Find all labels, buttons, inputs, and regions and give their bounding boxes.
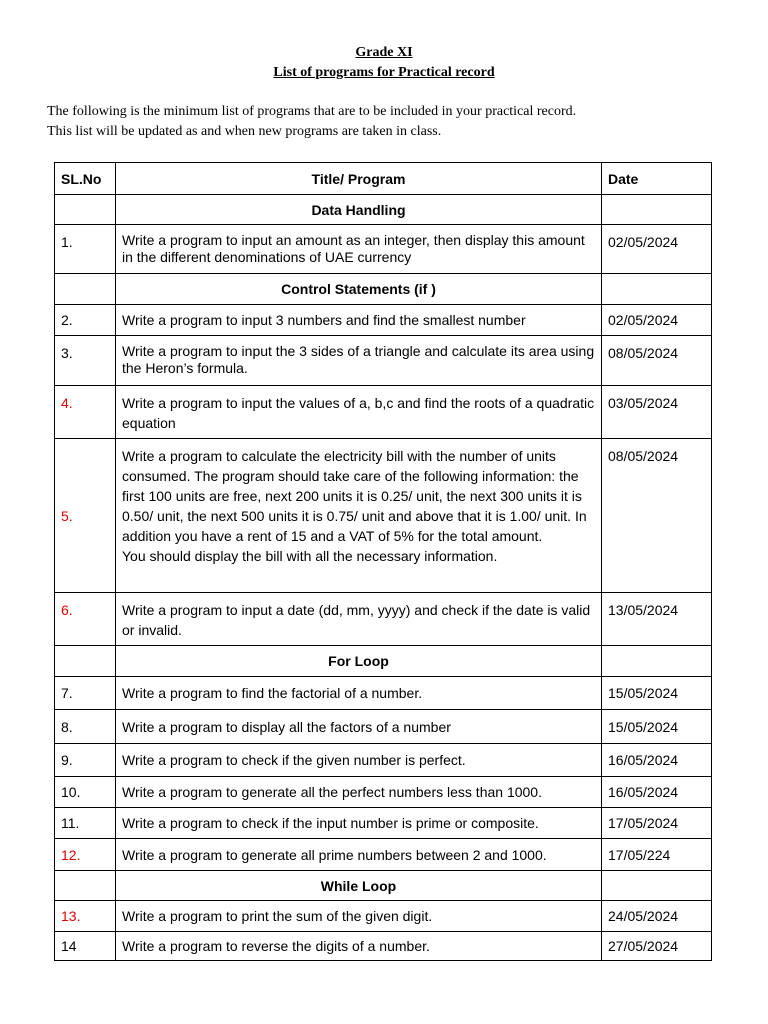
- row-title: Write a program to display all the factors of a number: [116, 710, 602, 744]
- intro-text: [47, 102, 737, 142]
- section-row-while-loop: [55, 871, 712, 901]
- row-sl: 13.: [55, 901, 116, 932]
- table-row: [55, 336, 712, 386]
- row-title: Write a program to input the values of a, b,c and find the roots of a quadratic equation: [116, 386, 602, 439]
- table-row: [55, 777, 712, 808]
- section-row-control: [55, 274, 712, 305]
- row-date: 08/05/2024: [602, 439, 712, 593]
- row-sl: 1.: [55, 225, 116, 274]
- row-date: 17/05/224: [602, 839, 712, 871]
- table-row: [55, 932, 712, 961]
- row-title: Write a program to find the factorial of a number.: [116, 677, 602, 710]
- row-date: 24/05/2024: [602, 901, 712, 932]
- header-sl: SL.No: [55, 163, 116, 195]
- section-row-for-loop: [55, 646, 712, 677]
- row-title: Write a program to input an amount as an integer, then display this amount in the different denominations of UAE currency: [116, 225, 602, 274]
- row-date: 08/05/2024: [602, 336, 712, 386]
- row-sl: 2.: [55, 305, 116, 336]
- table-row: [55, 386, 712, 439]
- table-row: [55, 225, 712, 274]
- row-sl: 3.: [55, 336, 116, 386]
- table-row: [55, 305, 712, 336]
- row-sl: 12.: [55, 839, 116, 871]
- section-label: Control Statements (if ): [116, 274, 602, 305]
- row-title: Write a program to reverse the digits of a number.: [116, 932, 602, 961]
- row-date: 16/05/2024: [602, 777, 712, 808]
- row-title: Write a program to check if the input number is prime or composite.: [116, 808, 602, 839]
- row-title: Write a program to input the 3 sides of a triangle and calculate its area using the Heron’s formula.: [116, 336, 602, 386]
- row-title: Write a program to generate all prime numbers between 2 and 1000.: [116, 839, 602, 871]
- header-title: Title/ Program: [116, 163, 602, 195]
- document-title: List of programs for Practical record: [273, 65, 495, 80]
- row-title-part-1: Write a program to calculate the electricity bill with the number of units consumed. The program should take care of the following information: the first 100 units are free, next 200 units it is 0.25/ unit, the next 300 units it is 0.50/ unit, the next 500 units it is 0.75/ unit and above that it is 1.00/ unit. In addition you have a rent of 15 and a VAT of 5% for the total amount.: [122, 448, 587, 544]
- row-sl: 7.: [55, 677, 116, 710]
- row-sl: 8.: [55, 710, 116, 744]
- row-date: 03/05/2024: [602, 386, 712, 439]
- table-row: [55, 710, 712, 744]
- table-row: [55, 901, 712, 932]
- intro-line-2: This list will be updated as and when new programs are taken in class.: [47, 124, 442, 139]
- row-date: 15/05/2024: [602, 710, 712, 744]
- table-header-row: [55, 163, 712, 195]
- section-label: For Loop: [116, 646, 602, 677]
- row-date: 02/05/2024: [602, 225, 712, 274]
- row-date: 27/05/2024: [602, 932, 712, 961]
- table-row: [55, 677, 712, 710]
- row-sl: 4.: [55, 386, 116, 439]
- row-sl: 14: [55, 932, 116, 961]
- header-date: Date: [602, 163, 712, 195]
- grade-heading: Grade XI: [355, 45, 413, 60]
- intro-line-1: The following is the minimum list of programs that are to be included in your practical record.: [47, 104, 577, 119]
- row-date: 15/05/2024: [602, 677, 712, 710]
- row-title: Write a program to print the sum of the given digit.: [116, 901, 602, 932]
- table-row: [55, 744, 712, 777]
- row-sl: 6.: [55, 593, 116, 646]
- section-row-data-handling: [55, 195, 712, 225]
- programs-table: [54, 162, 712, 961]
- row-title-part-2: You should display the bill with all the necessary information.: [122, 548, 498, 564]
- table-row: [55, 593, 712, 646]
- row-title: Write a program to input 3 numbers and find the smallest number: [116, 305, 602, 336]
- row-date: 16/05/2024: [602, 744, 712, 777]
- table-row: [55, 808, 712, 839]
- row-date: 02/05/2024: [602, 305, 712, 336]
- row-sl: 9.: [55, 744, 116, 777]
- row-title: Write a program to input a date (dd, mm, yyyy) and check if the date is valid or invalid.: [116, 593, 602, 646]
- row-sl: 11.: [55, 808, 116, 839]
- row-title: Write a program to generate all the perfect numbers less than 1000.: [116, 777, 602, 808]
- row-sl: 5.: [55, 439, 116, 593]
- section-label: Data Handling: [116, 195, 602, 225]
- row-sl: 10.: [55, 777, 116, 808]
- row-title: Write a program to check if the given number is perfect.: [116, 744, 602, 777]
- table-row: [55, 439, 712, 593]
- row-date: 13/05/2024: [602, 593, 712, 646]
- row-title: [116, 439, 602, 593]
- row-date: 17/05/2024: [602, 808, 712, 839]
- table-row: [55, 839, 712, 871]
- section-label: While Loop: [116, 871, 602, 901]
